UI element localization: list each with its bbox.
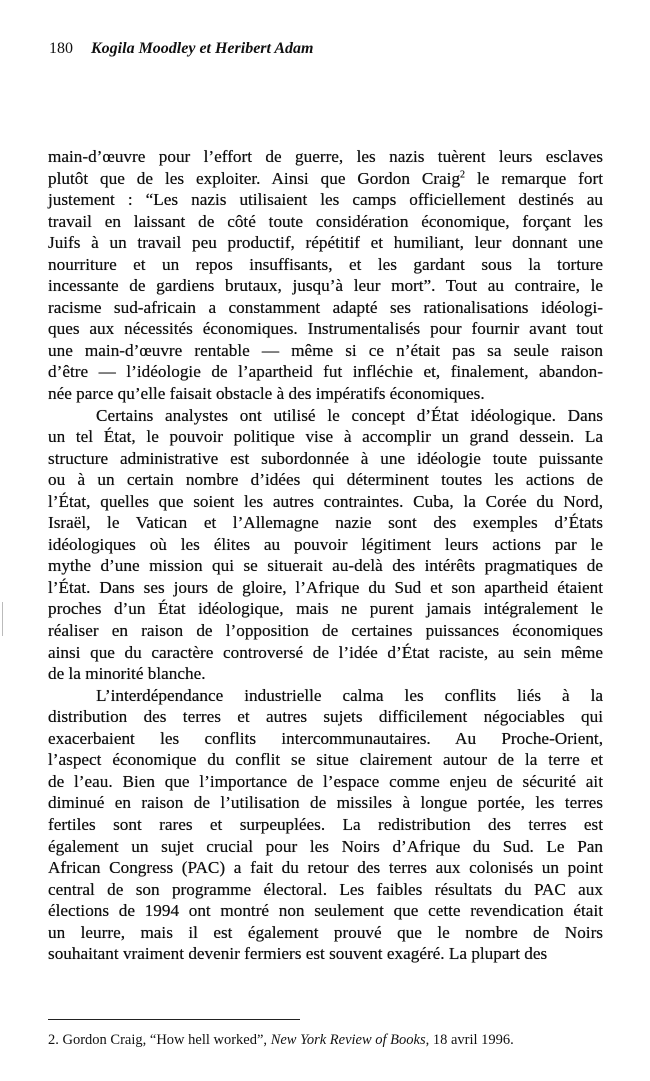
text-line: ou à un certain nombre d’idées qui déterminent toutes les actions de [48,470,603,490]
text-line: idéologiques où les élites au pouvoir légitiment leurs actions par le [48,534,603,554]
text-line: fertiles sont rares et surpeuplées. La redistribution des terres est [48,814,603,834]
text-line: de l’eau. Bien que l’importance de l’espace comme enjeu de sécurité ait [48,771,603,791]
body-text [48,146,603,965]
text-line: l’État, quelles que soient les autres contraintes. Cuba, la Corée du Nord, [48,491,603,511]
text-line: élections de 1994 ont montré non seulement que cette revendication était [48,901,603,921]
footnote [48,1032,514,1049]
footnote-journal: New York Review of Books [270,1032,426,1048]
text-line: central de son programme électoral. Les faibles résultats du PAC aux [48,879,603,899]
paragraph [48,146,603,405]
text-line: structure administrative est subordonnée à une idéologie toute puissante [48,448,603,468]
running-header-authors: Kogila Moodley et Heribert Adam [91,40,314,57]
footnote-date: , 18 avril 1996. [425,1032,514,1048]
footnote-text: 2. Gordon Craig, “How hell worked”, [48,1032,271,1048]
text-line: également un sujet crucial pour les Noirs d’Afrique du Sud. Le Pan [48,836,603,856]
text-line: travail en laissant de côté toute considération économique, forçant les [48,211,603,231]
text-line: d’être — l’idéologie de l’apartheid fut infléchie et, finalement, abandon- [48,362,603,382]
text-line: main-d’œuvre pour l’effort de guerre, les nazis tuèrent leurs esclaves [48,147,603,166]
text-line: proches d’un État idéologique, mais ne purent jamais intégralement le [48,599,603,619]
text-line: une main-d’œuvre rentable — même si ce n’était pas sa seule raison [48,340,603,360]
text-line: exacerbaient les conflits intercommunautaires. Au Proche-Orient, [48,728,603,748]
text-line: Juifs à un travail peu productif, répétitif et humiliant, leur donnant une [48,233,603,253]
text-line: ques aux nécessités économiques. Instrumentalisés pour fournir avant tout [48,319,603,339]
text-line: incessante de gardiens brutaux, jusqu’à leur mort”. Tout au contraire, le [48,276,603,296]
text-line: racisme sud-africain a constamment adapté ses rationalisations idéologi- [48,297,603,317]
text-line: plutôt que de les exploiter. Ainsi que Gordon Craig$^2$ le remarque fort [48,168,603,188]
scan-margin-mark [2,602,3,636]
text-line: souhaitant vraiment devenir fermiers est souvent exagéré. La plupart des [48,944,548,964]
text-line: née parce qu’elle faisait obstacle à des impératifs économiques. [48,384,485,404]
text-line: de la minorité blanche. [48,664,206,684]
text-line: Israël, le Vatican et l’Allemagne nazie sont des exemples d’États [48,513,603,533]
text-line: nourriture et un repos insuffisants, et les gardant sous la torture [48,254,603,274]
text-line: African Congress (PAC) a fait du retour des terres aux colonisés un point [48,858,603,878]
paragraph [48,405,603,685]
text-line: l’État. Dans ses jours de gloire, l’Afrique du Sud et son apartheid étaient [48,577,603,597]
text-line: un leurre, mais il est également prouvé que le nombre de Noirs [48,922,603,942]
text-line: justement : “Les nazis utilisaient les camps officiellement destinés au [48,190,603,210]
page-number: 180 [49,40,73,57]
text-line: réaliser en raison de l’opposition de certaines puissances économiques [48,621,603,641]
text-line: distribution des terres et autres sujets difficilement négociables qui [48,707,603,727]
text-line: mythe d’une mission qui se situerait au-delà des intérêts pragmatiques de [48,556,603,576]
paragraph [48,685,603,965]
footnote-reference[interactable]: 2 [460,168,466,180]
text-line: un tel État, le pouvoir politique vise à accomplir un grand dessein. La [48,427,603,447]
text-line: l’aspect économique du conflit se situe clairement autour de la terre et [48,750,603,770]
running-header [49,40,314,58]
text-line: Certains analystes ont utilisé le concept d’État idéologique. Dans [96,405,603,425]
footnote-rule [48,1019,300,1020]
text-line: L’interdépendance industrielle calma les conflits liés à la [96,685,603,705]
text-line: diminué en raison de l’utilisation de missiles à longue portée, les terres [48,793,603,813]
text-line: ainsi que du caractère controversé de l’idée d’État raciste, au sein même [48,642,603,662]
